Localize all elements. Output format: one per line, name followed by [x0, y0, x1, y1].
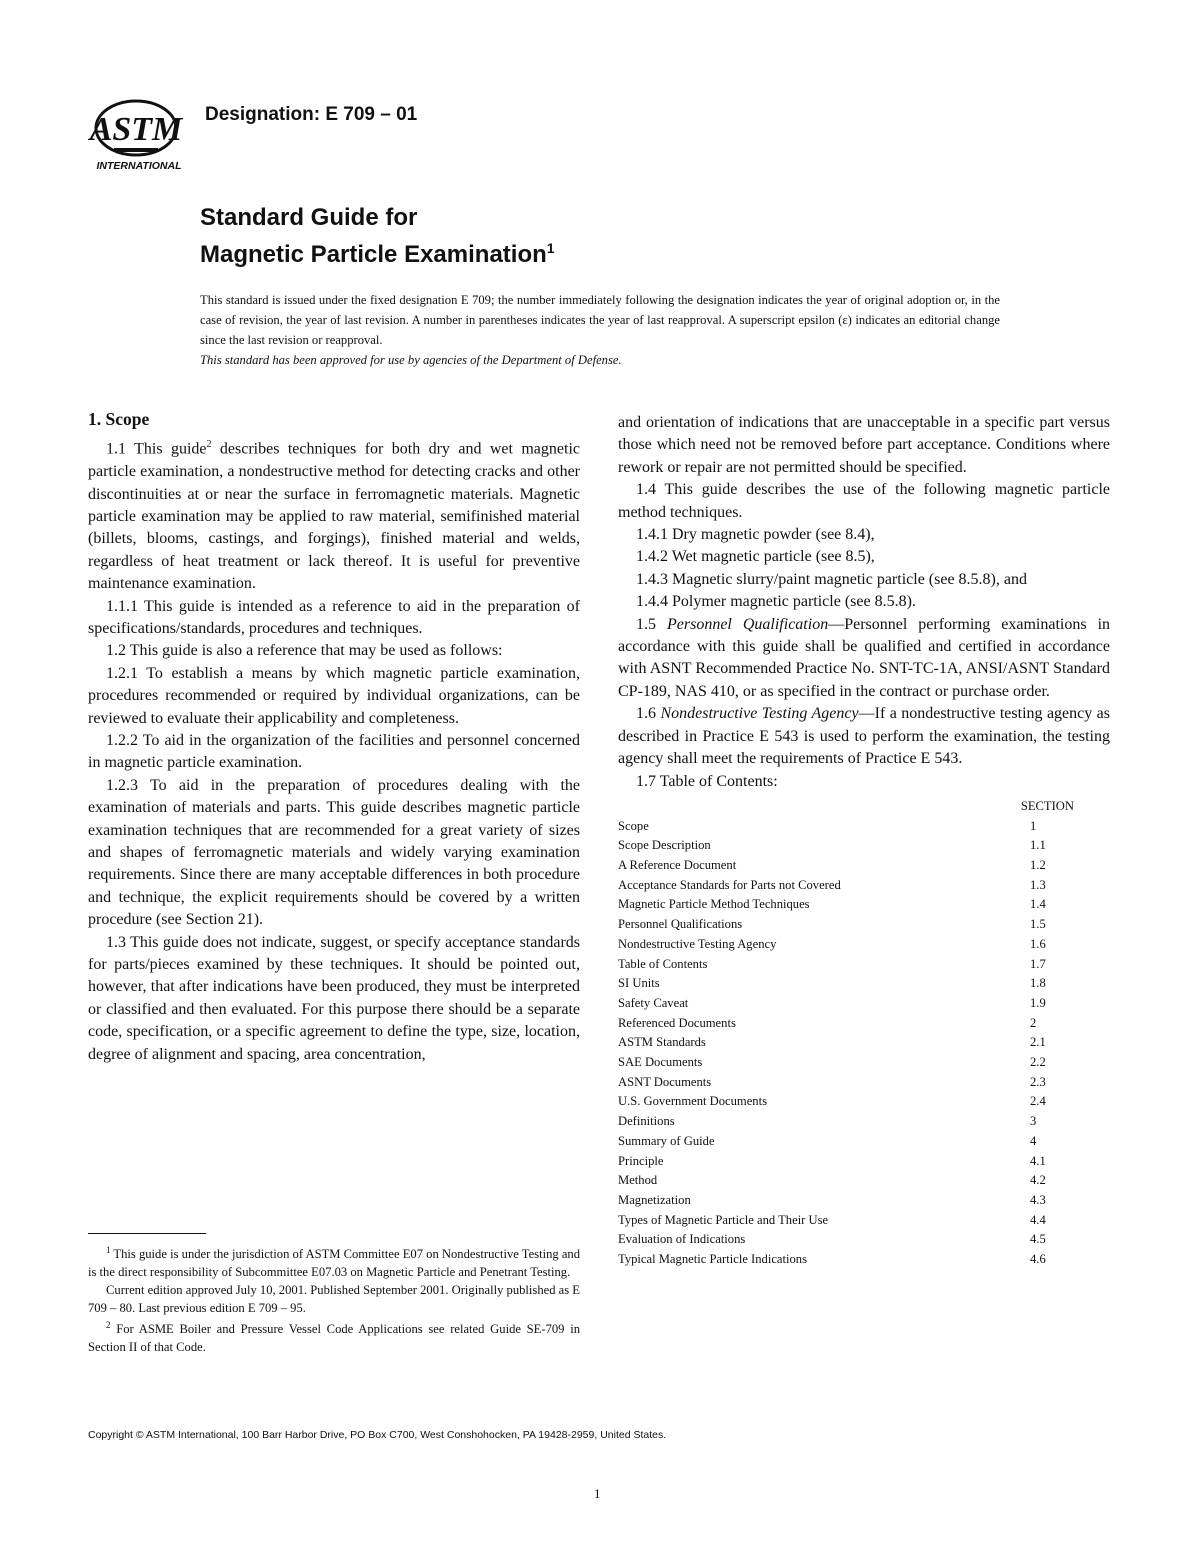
- toc-row: [618, 1132, 1074, 1152]
- toc-section: 4.2: [1030, 1173, 1046, 1188]
- footnote-ref-2: 2: [206, 439, 212, 451]
- paragraph-1-4-3: 1.4.3 Magnetic slurry/paint magnetic particle (see 8.5.8), and: [636, 570, 1027, 588]
- toc-section: 4.6: [1030, 1252, 1046, 1267]
- toc-title: Scope: [618, 818, 649, 833]
- toc-section: 4: [1030, 1133, 1037, 1148]
- toc-title: Evaluation of Indications: [618, 1232, 746, 1247]
- toc-section: 1.1: [1030, 838, 1046, 853]
- toc-row: [618, 1014, 1074, 1034]
- toc-section: 2.2: [1030, 1055, 1046, 1070]
- toc-row: [618, 1211, 1074, 1231]
- toc-section: 1.4: [1030, 897, 1046, 912]
- footnote-1-continued: Current edition approved July 10, 2001. Published September 2001. Originally published as E 709 – 80. Last previous edition E 709 – 95.: [88, 1282, 580, 1315]
- toc-row: [618, 1230, 1074, 1250]
- toc-title: Typical Magnetic Particle Indications: [618, 1252, 808, 1267]
- toc-row: [618, 1033, 1074, 1053]
- toc-title: Acceptance Standards for Parts not Covered: [618, 877, 841, 892]
- logo-subtitle: INTERNATIONAL: [96, 160, 182, 172]
- toc-title: U.S. Government Documents: [618, 1094, 768, 1109]
- toc-section: 1.2: [1030, 858, 1046, 873]
- toc-rows: [618, 817, 1074, 1270]
- toc-section: 4.1: [1030, 1153, 1046, 1168]
- footnote-1-mark: 1: [106, 1245, 111, 1255]
- toc-section: 2: [1030, 1015, 1037, 1030]
- paragraph-1-4-4: 1.4.4 Polymer magnetic particle (see 8.5.8).: [636, 593, 916, 611]
- footnote-1: [88, 1242, 580, 1282]
- paragraph-1-5-number: 1.5: [636, 615, 667, 633]
- toc-title: Magnetization: [618, 1192, 691, 1207]
- paragraph-1-1: [88, 434, 580, 595]
- toc-row: [618, 876, 1074, 896]
- section-heading-scope: 1. Scope: [88, 409, 150, 429]
- paragraph-1-7: 1.7 Table of Contents:: [636, 772, 778, 790]
- toc-section: 4.5: [1030, 1232, 1046, 1247]
- toc-row: [618, 1152, 1074, 1172]
- paragraph-1-6-body: —If a nondestructive testing agency as described in Practice E 543 is used to perform the examination, the testing agency shall meet the requirements of Practice E 543.: [618, 705, 1111, 768]
- toc-section: 1.7: [1030, 956, 1046, 971]
- toc-section: 1.5: [1030, 917, 1046, 932]
- toc-title: Types of Magnetic Particle and Their Use: [618, 1212, 829, 1227]
- toc-section: 1.9: [1030, 995, 1046, 1010]
- paragraph-1-6-number: 1.6: [636, 705, 661, 723]
- paragraph-1-1-1: 1.1.1 This guide is intended as a reference to aid in the preparation of specifications/standards, procedures and techniques.: [88, 597, 580, 637]
- paragraph-1-2: 1.2 This guide is also a reference that may be used as follows:: [106, 642, 503, 660]
- right-column: [618, 412, 1110, 1270]
- paragraph-1-1-body: describes techniques for both dry and wet magnetic particle examination, a nondestructive method for detecting cracks and other discontinuities at or near the surface in ferromagnetic materials. Magnetic particle examination may be applied to raw material, semifinished material (billets, blooms, castings, and forgings), finished material and welds, regardless of heat treatment or lack thereof. It is useful for preventive maintenance examination.: [88, 440, 580, 593]
- toc-row: [618, 1092, 1074, 1112]
- title-footnote-mark: 1: [546, 240, 555, 256]
- footnote-1-text: This guide is under the jurisdiction of ASTM Committee E07 on Nondestructive Testing and is the direct responsibility of Subcommittee E07.03 on Magnetic Particle and Penetrant Testing.: [88, 1247, 580, 1279]
- toc-section: 4.3: [1030, 1192, 1046, 1207]
- toc-title: Personnel Qualifications: [618, 917, 743, 932]
- toc-section: 1: [1030, 818, 1037, 833]
- logo-letters: ASTM: [89, 111, 183, 148]
- toc-title: Method: [618, 1173, 658, 1188]
- toc-title: ASTM Standards: [618, 1035, 706, 1050]
- left-column: [88, 408, 580, 1066]
- title-line-2: Magnetic Particle Examination: [200, 241, 547, 268]
- toc-row: [618, 856, 1074, 876]
- toc-section: 1.3: [1030, 877, 1046, 892]
- toc-title: Summary of Guide: [618, 1133, 715, 1148]
- toc-row: [618, 895, 1074, 915]
- toc-title: SI Units: [618, 976, 660, 991]
- page-number: 1: [594, 1486, 601, 1501]
- paragraph-1-5: [618, 614, 1110, 704]
- toc-header: SECTION: [1020, 798, 1074, 813]
- toc-row: [618, 1112, 1074, 1132]
- toc-title: Principle: [618, 1153, 664, 1168]
- toc-row: [618, 1171, 1074, 1191]
- toc-row: [618, 1250, 1074, 1270]
- paragraph-1-2-2: 1.2.2 To aid in the organization of the facilities and personnel concerned in magnetic particle examination.: [88, 732, 580, 772]
- toc-row: [618, 974, 1074, 994]
- title-line-1: Standard Guide for: [200, 204, 418, 231]
- paragraph-1-4: 1.4 This guide describes the use of the following magnetic particle method techniques.: [618, 481, 1110, 521]
- paragraph-1-2-1: 1.2.1 To establish a means by which magnetic particle examination, procedures recommended or required by individual organizations, can be reviewed to evaluate their applicability and completeness.: [88, 664, 580, 727]
- dod-notice: This standard has been approved for use by agencies of the Department of Defense.: [200, 353, 622, 367]
- paragraph-1-6-title: Nondestructive Testing Agency: [660, 705, 859, 723]
- toc-title: Scope Description: [618, 838, 711, 853]
- toc-title: A Reference Document: [618, 858, 737, 873]
- toc-row: [618, 994, 1074, 1014]
- designation: Designation: E 709 – 01: [205, 104, 418, 125]
- footnote-2-text: For ASME Boiler and Pressure Vessel Code Applications see related Guide SE-709 in Section II of that Code.: [88, 1322, 580, 1355]
- toc-section: 2.4: [1030, 1094, 1046, 1109]
- issuance-notice: This standard is issued under the fixed designation E 709; the number immediately following the designation indicates the year of original adoption or, in the case of revision, the year of last revision. A number in parentheses indicates the year of last reapproval. A superscript epsilon (ε) indicates an editorial change since the last revision or reapproval.: [200, 293, 1000, 347]
- table-of-contents: [618, 797, 1074, 1270]
- toc-row: [618, 836, 1074, 856]
- copyright-line: Copyright © ASTM International, 100 Barr Harbor Drive, PO Box C700, West Conshohocken, PA 19428-2959, United States.: [88, 1429, 667, 1441]
- toc-title: Nondestructive Testing Agency: [618, 936, 777, 951]
- paragraph-1-4-1: 1.4.1 Dry magnetic powder (see 8.4),: [636, 526, 875, 544]
- toc-title: Table of Contents: [618, 956, 708, 971]
- toc-title: Safety Caveat: [618, 995, 689, 1010]
- footnote-divider: [88, 1233, 206, 1234]
- footnote-2-mark: 2: [106, 1320, 111, 1331]
- toc-row: [618, 1053, 1074, 1073]
- toc-section: 2.1: [1030, 1035, 1046, 1050]
- toc-title: Magnetic Particle Method Techniques: [618, 897, 810, 912]
- toc-title: ASNT Documents: [618, 1074, 712, 1089]
- toc-section: 2.3: [1030, 1074, 1046, 1089]
- paragraph-1-3: 1.3 This guide does not indicate, suggest, or specify acceptance standards for parts/pieces examined by these techniques. It should be pointed out, however, that after indications have been produced, they must be interpreted or classified and then evaluated. For this purpose there should be a separate code, specification, or a specific agreement to define the type, size, location, degree of alignment and spacing, area concentration,: [88, 933, 580, 1063]
- toc-row: [618, 1073, 1074, 1093]
- paragraph-1-4-2: 1.4.2 Wet magnetic particle (see 8.5),: [636, 548, 875, 566]
- toc-title: Referenced Documents: [618, 1015, 736, 1030]
- toc-section: 3: [1030, 1114, 1037, 1129]
- toc-row: [618, 935, 1074, 955]
- toc-row: [618, 915, 1074, 935]
- toc-title: SAE Documents: [618, 1055, 703, 1070]
- toc-row: [618, 955, 1074, 975]
- paragraph-1-5-body: —Personnel performing examinations in accordance with this guide shall be qualified and certified in accordance with ASNT Recommended Practice No. SNT-TC-1A, ANSI/ASNT Standard CP-189, NAS 410, or as specified in the contract or purchase order.: [618, 615, 1111, 700]
- page-title: [200, 202, 555, 270]
- footnote-2: [88, 1317, 580, 1357]
- footnotes: [88, 1242, 580, 1357]
- toc-title: Definitions: [618, 1114, 675, 1129]
- paragraph-1-2-3: 1.2.3 To aid in the preparation of procedures dealing with the examination of materials and parts. This guide describes magnetic particle examination techniques that are recommended for a great variety of sizes and shapes of ferromagnetic materials and widely varying examination requirements. Since there are many acceptable differences in both procedure and technique, the explicit requirements should be covered by a written procedure (see Section 21).: [88, 776, 580, 929]
- paragraph-1-1-lead: 1.1 This guide: [106, 440, 207, 458]
- paragraph-1-5-title: Personnel Qualification: [667, 615, 829, 633]
- paragraph-1-6: [618, 703, 1110, 770]
- toc-section: 1.6: [1030, 936, 1046, 951]
- toc-row: [618, 1191, 1074, 1211]
- astm-logo: [86, 96, 192, 174]
- toc-row: [618, 817, 1074, 837]
- toc-section: 1.8: [1030, 976, 1046, 991]
- paragraph-1-3-continued: and orientation of indications that are unacceptable in a specific part versus those which need not be removed before part acceptance. Conditions where rework or repair are not permitted should be specified.: [618, 414, 1110, 476]
- toc-section: 4.4: [1030, 1212, 1046, 1227]
